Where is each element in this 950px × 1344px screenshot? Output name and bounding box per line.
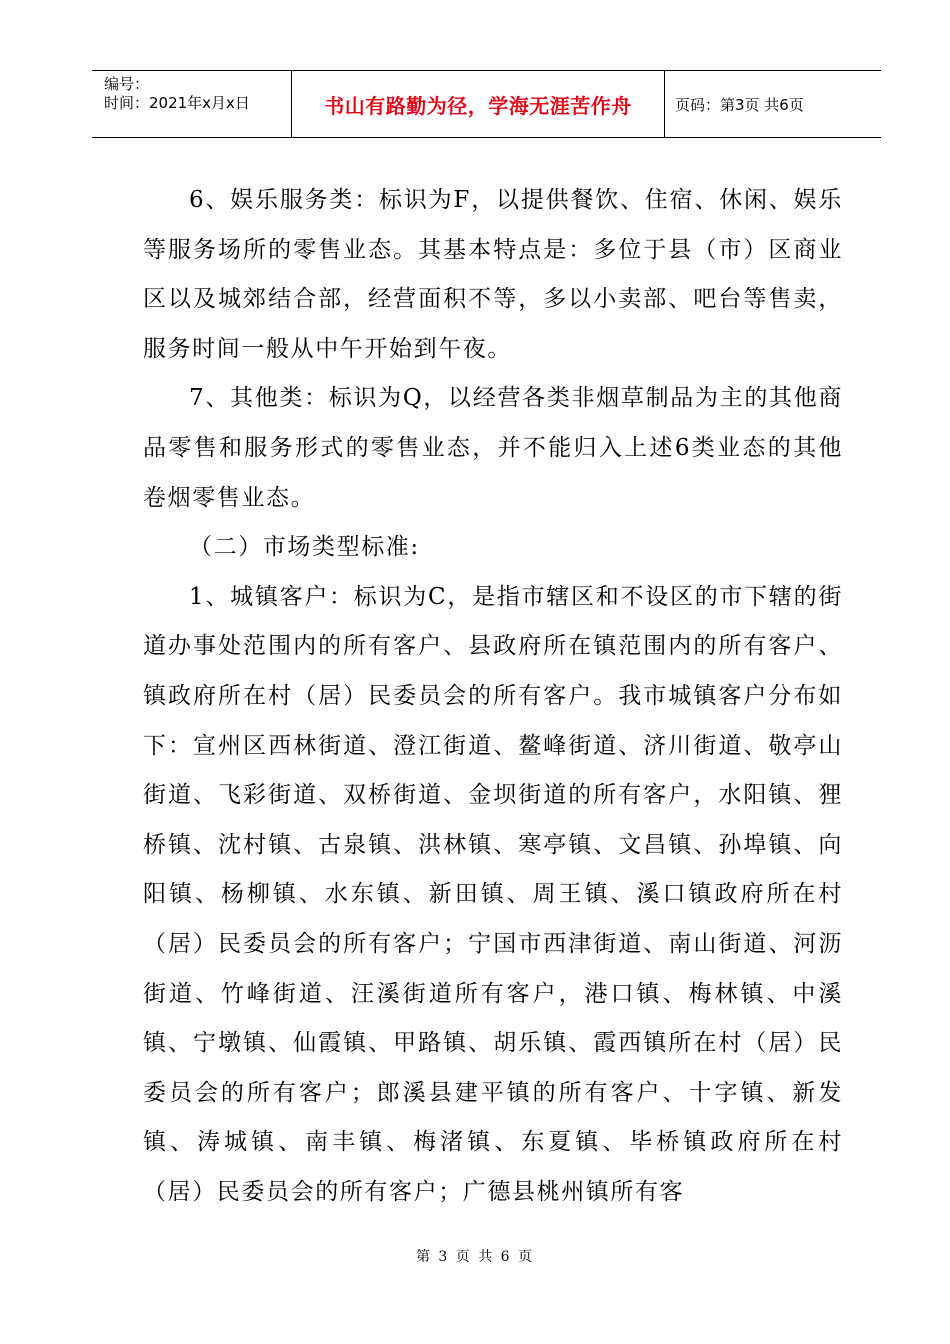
header-meta — [92, 71, 292, 137]
header-motto: 书山有路勤为径，学海无涯苦作舟 — [292, 71, 665, 137]
header-page-label: 页码：第3页 共6页 — [675, 95, 804, 114]
page-header — [92, 70, 881, 138]
paragraph-entertainment: 6、娱乐服务类：标识为F，以提供餐饮、住宿、休闲、娱乐等服务场所的零售业态。其基本特点是：多位于县（市）区商业区以及城郊结合部，经营面积不等，多以小卖部、吧台等售卖，服务时间一般从中午开始到午夜。 — [143, 187, 843, 362]
paragraph-other: 7、其他类：标识为Q，以经营各类非烟草制品为主的其他商品零售和服务形式的零售业态，并不能归入上述6类业态的其他卷烟零售业态。 — [143, 385, 843, 511]
document-body — [143, 176, 843, 1217]
time-label: 时间：2021年x月x日 — [104, 94, 250, 112]
page-footer: 第 3 页 共 6 页 — [415, 1249, 535, 1265]
section-heading-market-type: （二）市场类型标准: — [189, 534, 420, 561]
doc-number-label: 编号： — [104, 75, 150, 93]
paragraph-urban-clients: 1、城镇客户：标识为C，是指市辖区和不设区的市下辖的街道办事处范围内的所有客户、县政府所在镇范围内的所有客户、镇政府所在村（居）民委员会的所有客户。我市城镇客户分布如下：宣州区西林街道、澄江街道、鳌峰街道、济川街道、敬亭山街道、飞彩街道、双桥街道、金坝街道的所有客户，水阳镇、狸桥镇、沈村镇、古泉镇、洪林镇、寒亭镇、文昌镇、孙埠镇、向阳镇、杨柳镇、水东镇、新田镇、周王镇、溪口镇政府所在村（居）民委员会的所有客户；宁国市西津街道、南山街道、河沥街道、竹峰街道、汪溪街道所有客户，港口镇、梅林镇、中溪镇、宁墩镇、仙霞镇、甲路镇、胡乐镇、霞西镇所在村（居）民委员会的所有客户；郎溪县建平镇的所有客户、十字镇、新发镇、涛城镇、南丰镇、梅渚镇、东夏镇、毕桥镇政府所在村（居）民委员会的所有客户；广德县桃州镇所有客 — [143, 583, 843, 1205]
